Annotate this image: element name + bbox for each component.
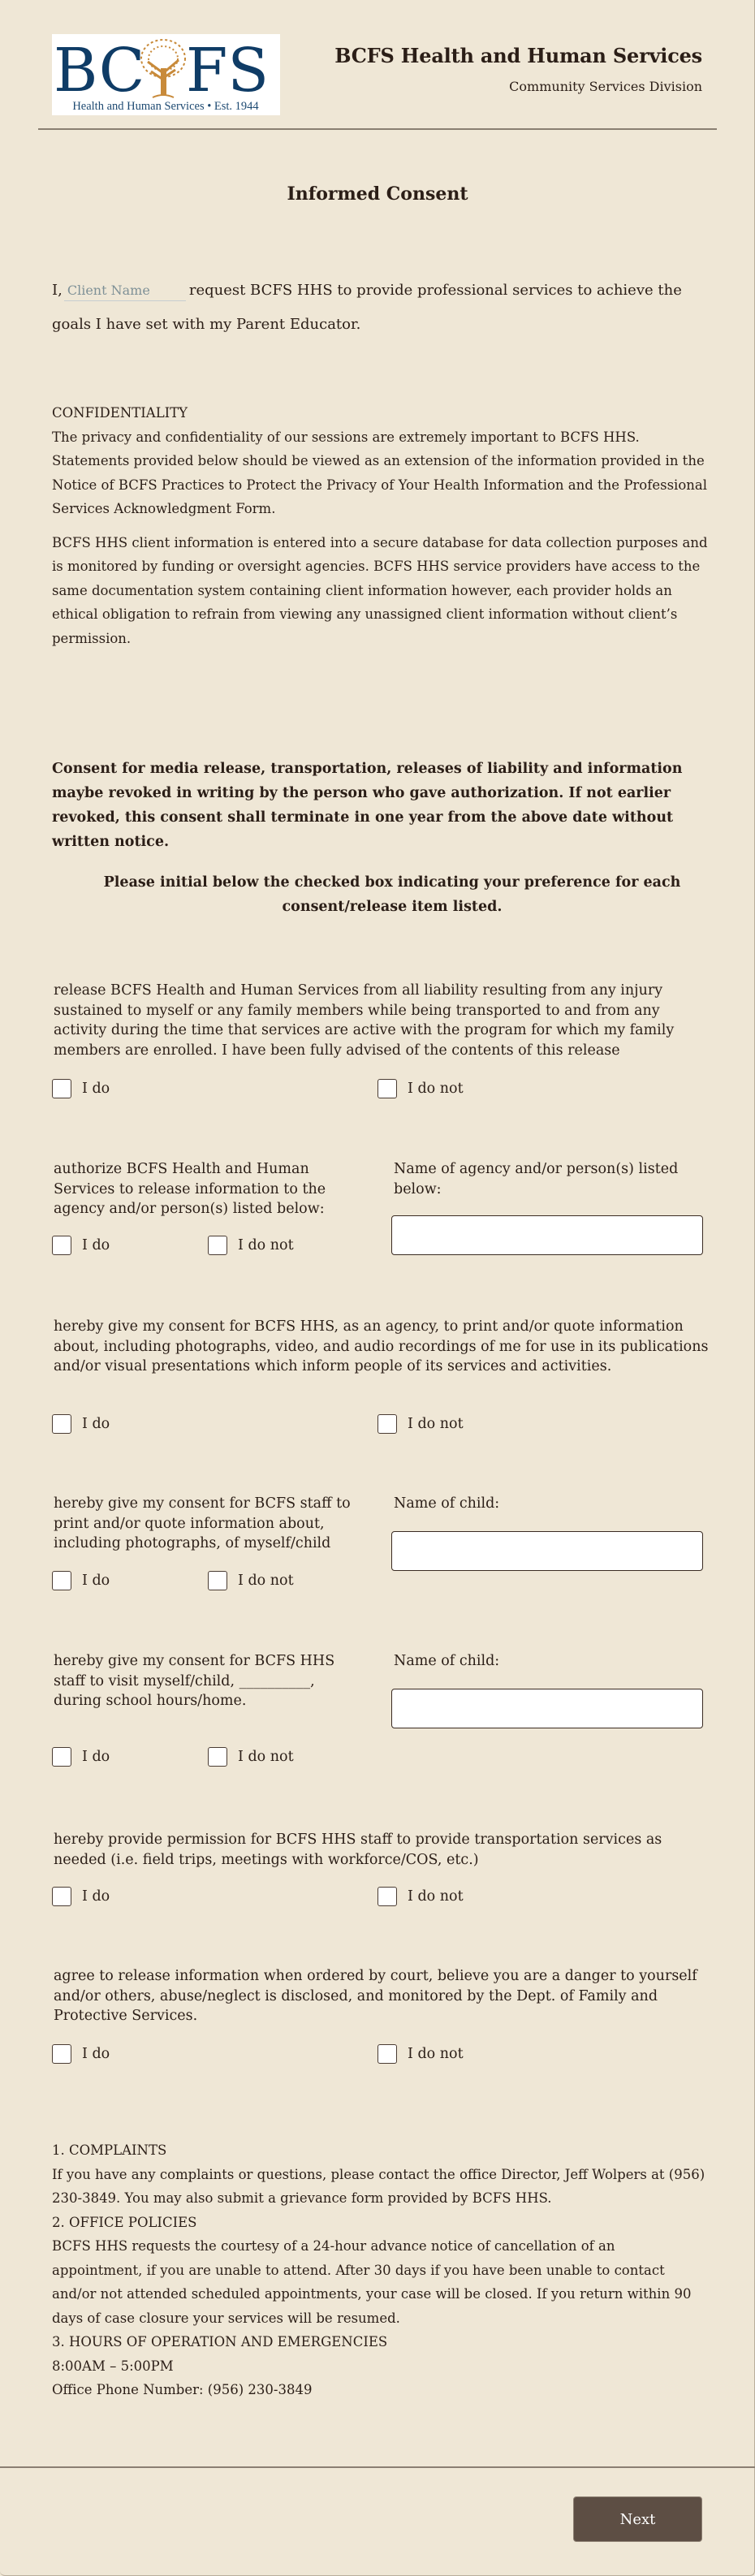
child-name-input-media[interactable] (391, 1531, 703, 1571)
checkbox-label: I do (82, 1888, 110, 1905)
policies-section (52, 2138, 710, 2402)
logo-wordmark-left: BC (54, 36, 145, 106)
item-release-info-text: authorize BCFS Health and Human Services to release information to the agency and/or person(s) listed below: (54, 1161, 326, 1217)
office-phone: Office Phone Number: (956) 230-3849 (52, 2382, 313, 2397)
next-button[interactable]: Next (573, 2496, 702, 2542)
checkbox-label: I do not (408, 1888, 464, 1905)
header-divider (38, 128, 717, 130)
org-title: BCFS Health and Human Services (334, 44, 702, 67)
checkbox[interactable] (378, 1079, 397, 1098)
intro-statement (52, 274, 703, 342)
confidentiality-paragraph: BCFS HHS client information is entered into a secure database for data collection purposes and is monitored by funding or oversight agencies. BCFS HHS service providers have access to the same documentation system containing client information however, each provider holds an ethical obligation to refrain from viewing any unassigned client information without client’s permission. (52, 534, 708, 646)
item-visit-i-do[interactable] (52, 1747, 110, 1767)
complaints-text: If you have any complaints or questions, please contact the office Director, Jeff Wolpers at (956) 230-3849. You may also submit a grievance form provided by BCFS HHS. (52, 2166, 705, 2206)
item-staff-media-i-do[interactable] (52, 1571, 110, 1590)
checkbox[interactable] (52, 1571, 71, 1590)
checkbox-label: I do not (408, 1416, 464, 1432)
checkbox-label: I do (82, 1081, 110, 1097)
office-policies-text: BCFS HHS requests the courtesy of a 24-hour advance notice of cancellation of an appointment, if you are unable to attend. After 30 days if you have been unable to contact and/or not attended scheduled appointments, your case will be closed. If you return within 90 days of case closure your services will be resumed. (52, 2238, 692, 2326)
complaints-heading: 1. COMPLAINTS (52, 2142, 167, 2158)
item-staff-media-text: hereby give my consent for BCFS staff to print and/or quote information about, including photographs, of myself/child (54, 1495, 351, 1551)
checkbox[interactable] (52, 1887, 71, 1906)
hours-value: 8:00AM – 5:00PM (52, 2358, 174, 2374)
checkbox[interactable] (208, 1236, 227, 1255)
checkbox-label: I do not (408, 1081, 464, 1097)
agency-name-input[interactable] (391, 1215, 703, 1255)
agency-name-label: Name of agency and/or person(s) listed below: (394, 1161, 679, 1197)
checkbox-label: I do not (238, 1237, 294, 1253)
intro-prefix: I, (52, 282, 63, 299)
intro-suffix: request BCFS HHS to provide professional services to achieve the goals I have set with my Parent Educator. (52, 282, 682, 333)
checkbox[interactable] (52, 2044, 71, 2064)
child-name-label: Name of child: (394, 1653, 500, 1669)
item-staff-media-i-do-not[interactable] (208, 1571, 294, 1590)
item-court-release-text: agree to release information when ordered by court, believe you are a danger to yourself and/or others, abuse/neglect is disclosed, and monitored by the Dept. of Family and Protective Services. (54, 1968, 697, 2024)
item-agency-media-i-do-not[interactable] (378, 1414, 464, 1434)
item-court-release-i-do[interactable] (52, 2044, 110, 2064)
checkbox[interactable] (52, 1414, 71, 1434)
checkbox[interactable] (208, 1571, 227, 1590)
checkbox-label: I do (82, 2046, 110, 2062)
item-court-release-i-do-not[interactable] (378, 2044, 464, 2064)
initial-instruction: Please initial below the checked box indicating your preference for each consent/release item listed. (103, 874, 681, 915)
item-visit-i-do-not[interactable] (208, 1747, 294, 1767)
tree-icon (141, 40, 185, 97)
item-liability-i-do[interactable] (52, 1079, 110, 1098)
checkbox[interactable] (52, 1079, 71, 1098)
client-name-input[interactable] (64, 280, 186, 301)
bcfs-logo (52, 34, 280, 115)
item-liability-text: release BCFS Health and Human Services from all liability resulting from any injury sustained to myself or any family members while being transported to and from any activity during the time that services are active with the program for which my family members are enrolled. I have been fully advised of the contents of this release (54, 982, 675, 1059)
item-visit-text: hereby give my consent for BCFS HHS staff to visit myself/child, __________, during school hours/home. (54, 1653, 335, 1709)
item-liability-i-do-not[interactable] (378, 1079, 464, 1098)
checkbox[interactable] (378, 2044, 397, 2064)
item-agency-media-text: hereby give my consent for BCFS HHS, as an agency, to print and/or quote information about, including photographs, video, and audio recordings of me for use in its publications and/or visual presentations which inform people of its services and activities. (54, 1318, 709, 1374)
checkbox-label: I do not (238, 1749, 294, 1765)
checkbox-label: I do not (408, 2046, 464, 2062)
child-name-input-visit[interactable] (391, 1689, 703, 1728)
logo-wordmark-right: FS (186, 36, 270, 106)
checkbox-label: I do not (238, 1573, 294, 1589)
item-transportation-text: hereby provide permission for BCFS HHS staff to provide transportation services as needed (i.e. field trips, meetings with workforce/COS, etc.) (54, 1832, 662, 1868)
consent-revocation-notice: Consent for media release, transportation, releases of liability and information maybe revoked in writing by the person who gave authorization. If not earlier revoked, this consent shall terminate in one year from the above date without written notice. (52, 761, 683, 850)
checkbox-label: I do (82, 1416, 110, 1432)
confidentiality-paragraph: The privacy and confidentiality of our sessions are extremely important to BCFS HHS. Statements provided below should be viewed as an extension of the information provided in the Notice of BCFS Practices to Protect the Privacy of Your Health Information and the Professional Services Acknowledgment Form. (52, 429, 708, 516)
item-release-info-i-do[interactable] (52, 1236, 110, 1255)
hours-heading: 3. HOURS OF OPERATION AND EMERGENCIES (52, 2334, 388, 2349)
checkbox[interactable] (52, 1236, 71, 1255)
item-transportation-i-do[interactable] (52, 1887, 110, 1906)
confidentiality-heading: CONFIDENTIALITY (52, 405, 188, 421)
footer-divider (0, 2466, 755, 2468)
confidentiality-section (52, 401, 710, 660)
checkbox[interactable] (52, 1747, 71, 1767)
checkbox-label: I do (82, 1749, 110, 1765)
item-agency-media-i-do[interactable] (52, 1414, 110, 1434)
checkbox-label: I do (82, 1573, 110, 1589)
checkbox[interactable] (208, 1747, 227, 1767)
logo-tagline: Health and Human Services • Est. 1944 (72, 100, 259, 113)
page-title: Informed Consent (287, 183, 468, 205)
item-transportation-i-do-not[interactable] (378, 1887, 464, 1906)
division-subtitle: Community Services Division (509, 79, 702, 94)
item-release-info-i-do-not[interactable] (208, 1236, 294, 1255)
child-name-label: Name of child: (394, 1495, 500, 1512)
checkbox[interactable] (378, 1887, 397, 1906)
office-policies-heading: 2. OFFICE POLICIES (52, 2214, 197, 2230)
checkbox-label: I do (82, 1237, 110, 1253)
checkbox[interactable] (378, 1414, 397, 1434)
